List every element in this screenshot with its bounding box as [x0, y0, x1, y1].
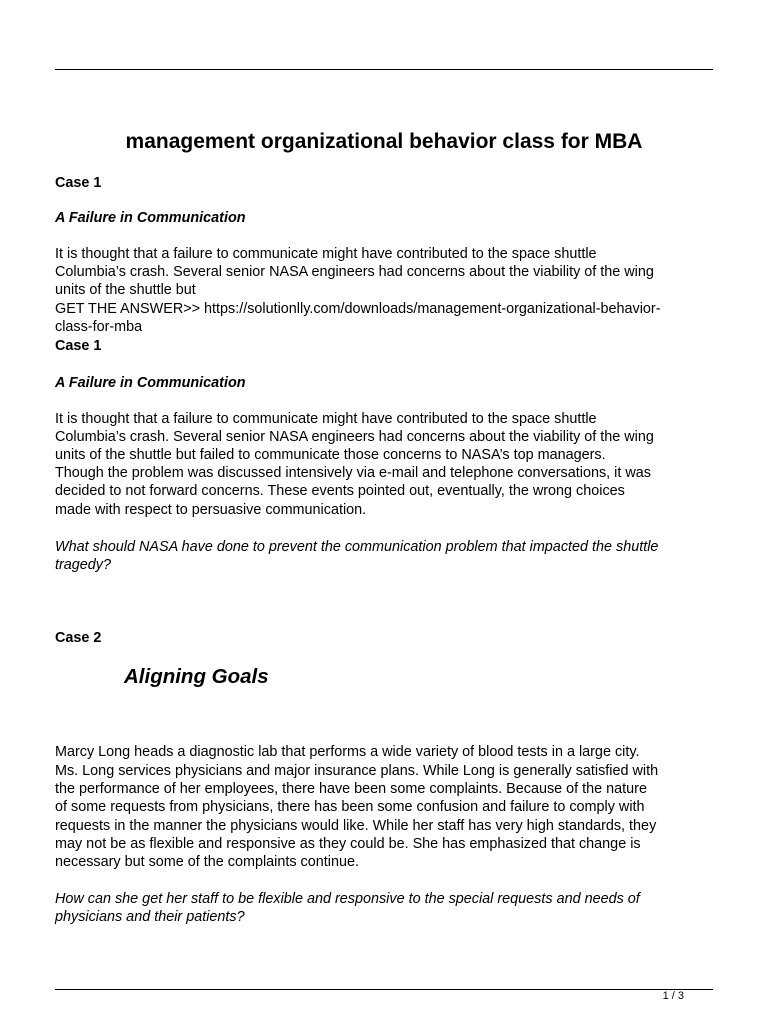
- paragraph-line: Ms. Long services physicians and major insurance plans. While Long is generally satisfied with: [55, 763, 659, 779]
- paragraph-line: decided to not forward concerns. These events pointed out, eventually, the wrong choices: [55, 483, 625, 499]
- bottom-divider: [55, 989, 713, 990]
- paragraph-line: Though the problem was discussed intensively via e-mail and telephone conversations, it was: [55, 465, 651, 481]
- case-heading: Aligning Goals: [124, 665, 269, 688]
- paragraph-line: It is thought that a failure to communicate might have contributed to the space shuttle: [55, 411, 597, 427]
- case-label: Case 1: [55, 175, 102, 191]
- paragraph-line: Columbia’s crash. Several senior NASA engineers had concerns about the viability of the wing: [55, 429, 654, 445]
- paragraph-line: Marcy Long heads a diagnostic lab that performs a wide variety of blood tests in a large city.: [55, 744, 640, 760]
- paragraph-line: Columbia’s crash. Several senior NASA engineers had concerns about the viability of the wing: [55, 264, 654, 280]
- paragraph-line: the performance of her employees, there have been some complaints. Because of the nature: [55, 781, 647, 797]
- paragraph-line: requests in the manner the physicians would like. While her staff has very high standards, they: [55, 818, 657, 834]
- question-line: What should NASA have done to prevent the communication problem that impacted the shuttle: [55, 539, 659, 555]
- document-title: management organizational behavior class for MBA: [125, 130, 643, 153]
- top-divider: [55, 69, 713, 70]
- question-line: physicians and their patients?: [55, 909, 245, 925]
- case-label: Case 2: [55, 630, 102, 646]
- paragraph-line: may not be as flexible and responsive as they could be. She has emphasized that change is: [55, 836, 641, 852]
- case-subtitle: A Failure in Communication: [55, 210, 246, 226]
- paragraph-line: It is thought that a failure to communicate might have contributed to the space shuttle: [55, 246, 597, 262]
- question-line: tragedy?: [55, 557, 112, 573]
- answer-link-line: class-for-mba: [55, 319, 143, 335]
- paragraph-line: necessary but some of the complaints continue.: [55, 854, 359, 870]
- question-line: How can she get her staff to be flexible and responsive to the special requests and needs of: [55, 891, 640, 907]
- paragraph-line: of some requests from physicians, there has been some confusion and failure to comply with: [55, 799, 645, 815]
- case-subtitle: A Failure in Communication: [55, 375, 246, 391]
- paragraph-line: made with respect to persuasive communication.: [55, 502, 367, 518]
- paragraph-line: units of the shuttle but failed to communicate those concerns to NASA’s top managers.: [55, 447, 606, 463]
- page-number: 1 / 3: [662, 990, 684, 1002]
- answer-link-line: GET THE ANSWER>> https://solutionlly.com/downloads/management-organizational-behavior-: [55, 301, 661, 317]
- case-label: Case 1: [55, 338, 102, 354]
- paragraph-line: units of the shuttle but: [55, 282, 196, 298]
